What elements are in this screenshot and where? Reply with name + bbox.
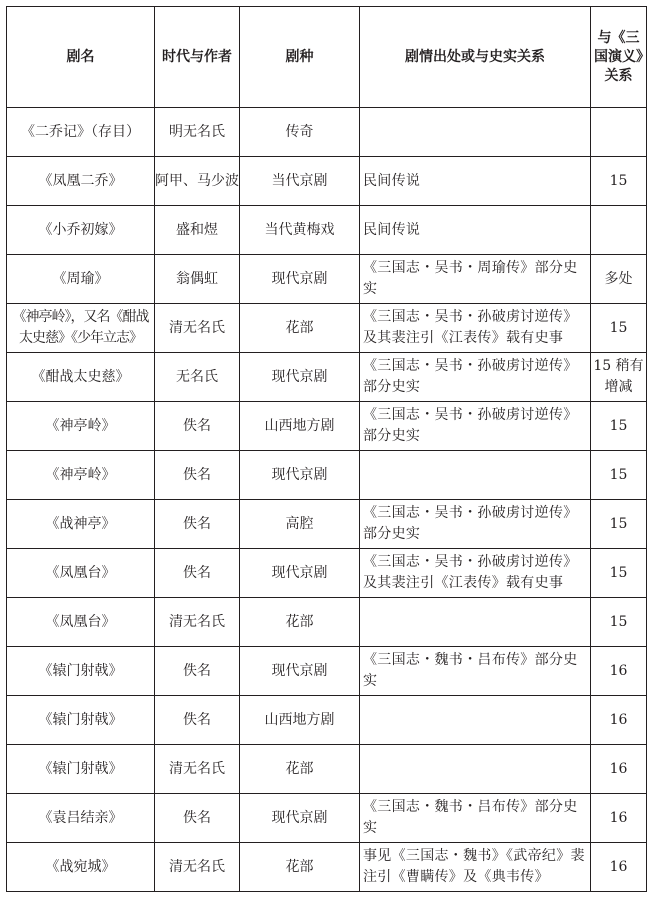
cell-name: 《辕门射戟》 (7, 745, 155, 794)
cell-source (360, 598, 591, 647)
header-drama-name: 剧名 (7, 7, 155, 108)
cell-author: 明无名氏 (155, 108, 240, 157)
cell-relation: 15 稍有增减 (591, 353, 647, 402)
cell-name: 《凤凰台》 (7, 549, 155, 598)
cell-relation: 16 (591, 696, 647, 745)
cell-author: 佚名 (155, 500, 240, 549)
cell-name: 《战神亭》 (7, 500, 155, 549)
cell-source: 民间传说 (360, 157, 591, 206)
cell-genre: 现代京剧 (240, 353, 360, 402)
cell-source: 《三国志・魏书・吕布传》部分史实 (360, 794, 591, 843)
cell-genre: 当代黄梅戏 (240, 206, 360, 255)
cell-source (360, 108, 591, 157)
cell-relation: 多处 (591, 255, 647, 304)
cell-relation: 15 (591, 500, 647, 549)
cell-author: 佚名 (155, 402, 240, 451)
cell-relation (591, 108, 647, 157)
table-header-row (7, 7, 647, 108)
cell-relation: 15 (591, 157, 647, 206)
cell-relation: 16 (591, 843, 647, 892)
cell-name: 《二乔记》（存目） (7, 108, 155, 157)
cell-genre: 花部 (240, 745, 360, 794)
cell-genre: 花部 (240, 304, 360, 353)
cell-name: 《辕门射戟》 (7, 696, 155, 745)
header-relation: 与《三国演义》关系 (591, 7, 647, 108)
cell-relation: 16 (591, 794, 647, 843)
cell-author: 清无名氏 (155, 843, 240, 892)
cell-name: 《神亭岭》 (7, 402, 155, 451)
cell-author: 清无名氏 (155, 304, 240, 353)
table-row (7, 353, 647, 402)
table-row (7, 843, 647, 892)
table-row (7, 157, 647, 206)
cell-source: 《三国志・吴书・孙破虏讨逆传》及其裴注引《江表传》载有史事 (360, 304, 591, 353)
table-row (7, 451, 647, 500)
cell-name: 《袁吕结亲》 (7, 794, 155, 843)
cell-author: 佚名 (155, 696, 240, 745)
cell-genre: 传奇 (240, 108, 360, 157)
cell-source (360, 451, 591, 500)
cell-source: 《三国志・魏书・吕布传》部分史实 (360, 647, 591, 696)
cell-relation: 15 (591, 549, 647, 598)
header-source: 剧情出处或与史实关系 (360, 7, 591, 108)
cell-author: 佚名 (155, 549, 240, 598)
cell-genre: 现代京剧 (240, 255, 360, 304)
table-row (7, 745, 647, 794)
cell-name: 《凤凰台》 (7, 598, 155, 647)
cell-relation: 15 (591, 451, 647, 500)
cell-genre: 花部 (240, 598, 360, 647)
table-row (7, 402, 647, 451)
cell-source: 《三国志・吴书・孙破虏讨逆传》部分史实 (360, 402, 591, 451)
cell-author: 佚名 (155, 451, 240, 500)
cell-genre: 当代京剧 (240, 157, 360, 206)
cell-relation: 15 (591, 598, 647, 647)
cell-name: 《神亭岭》 (7, 451, 155, 500)
cell-genre: 现代京剧 (240, 647, 360, 696)
cell-genre: 花部 (240, 843, 360, 892)
cell-relation (591, 206, 647, 255)
table-row (7, 304, 647, 353)
cell-author: 无名氏 (155, 353, 240, 402)
cell-genre: 现代京剧 (240, 794, 360, 843)
table-row (7, 598, 647, 647)
cell-genre: 高腔 (240, 500, 360, 549)
table-row (7, 794, 647, 843)
cell-name: 《周瑜》 (7, 255, 155, 304)
cell-name: 《神亭岭》，又名《酣战太史慈》《少年立志》 (7, 304, 155, 353)
cell-name: 《酣战太史慈》 (7, 353, 155, 402)
cell-author: 清无名氏 (155, 598, 240, 647)
cell-source (360, 745, 591, 794)
cell-relation: 16 (591, 745, 647, 794)
cell-source: 《三国志・吴书・孙破虏讨逆传》部分史实 (360, 500, 591, 549)
cell-genre: 现代京剧 (240, 451, 360, 500)
drama-table (6, 6, 647, 892)
cell-author: 佚名 (155, 794, 240, 843)
cell-source: 民间传说 (360, 206, 591, 255)
cell-author: 佚名 (155, 647, 240, 696)
header-genre: 剧种 (240, 7, 360, 108)
table-row (7, 696, 647, 745)
cell-name: 《战宛城》 (7, 843, 155, 892)
table-row (7, 549, 647, 598)
cell-author: 翁偶虹 (155, 255, 240, 304)
cell-genre: 现代京剧 (240, 549, 360, 598)
cell-author: 盛和煜 (155, 206, 240, 255)
table-row (7, 206, 647, 255)
cell-source (360, 696, 591, 745)
header-era-author: 时代与作者 (155, 7, 240, 108)
cell-name: 《辕门射戟》 (7, 647, 155, 696)
table-row (7, 500, 647, 549)
table-row (7, 647, 647, 696)
cell-genre: 山西地方剧 (240, 696, 360, 745)
cell-author: 阿甲、马少波 (155, 157, 240, 206)
cell-source: 事见《三国志・魏书》《武帝纪》裴注引《曹瞒传》及《典韦传》 (360, 843, 591, 892)
cell-name: 《凤凰二乔》 (7, 157, 155, 206)
cell-author: 清无名氏 (155, 745, 240, 794)
cell-relation: 15 (591, 402, 647, 451)
cell-relation: 16 (591, 647, 647, 696)
cell-source: 《三国志・吴书・周瑜传》部分史实 (360, 255, 591, 304)
cell-genre: 山西地方剧 (240, 402, 360, 451)
cell-source: 《三国志・吴书・孙破虏讨逆传》及其裴注引《江表传》载有史事 (360, 549, 591, 598)
cell-source: 《三国志・吴书・孙破虏讨逆传》部分史实 (360, 353, 591, 402)
cell-relation: 15 (591, 304, 647, 353)
cell-name: 《小乔初嫁》 (7, 206, 155, 255)
table-row (7, 108, 647, 157)
table-row (7, 255, 647, 304)
